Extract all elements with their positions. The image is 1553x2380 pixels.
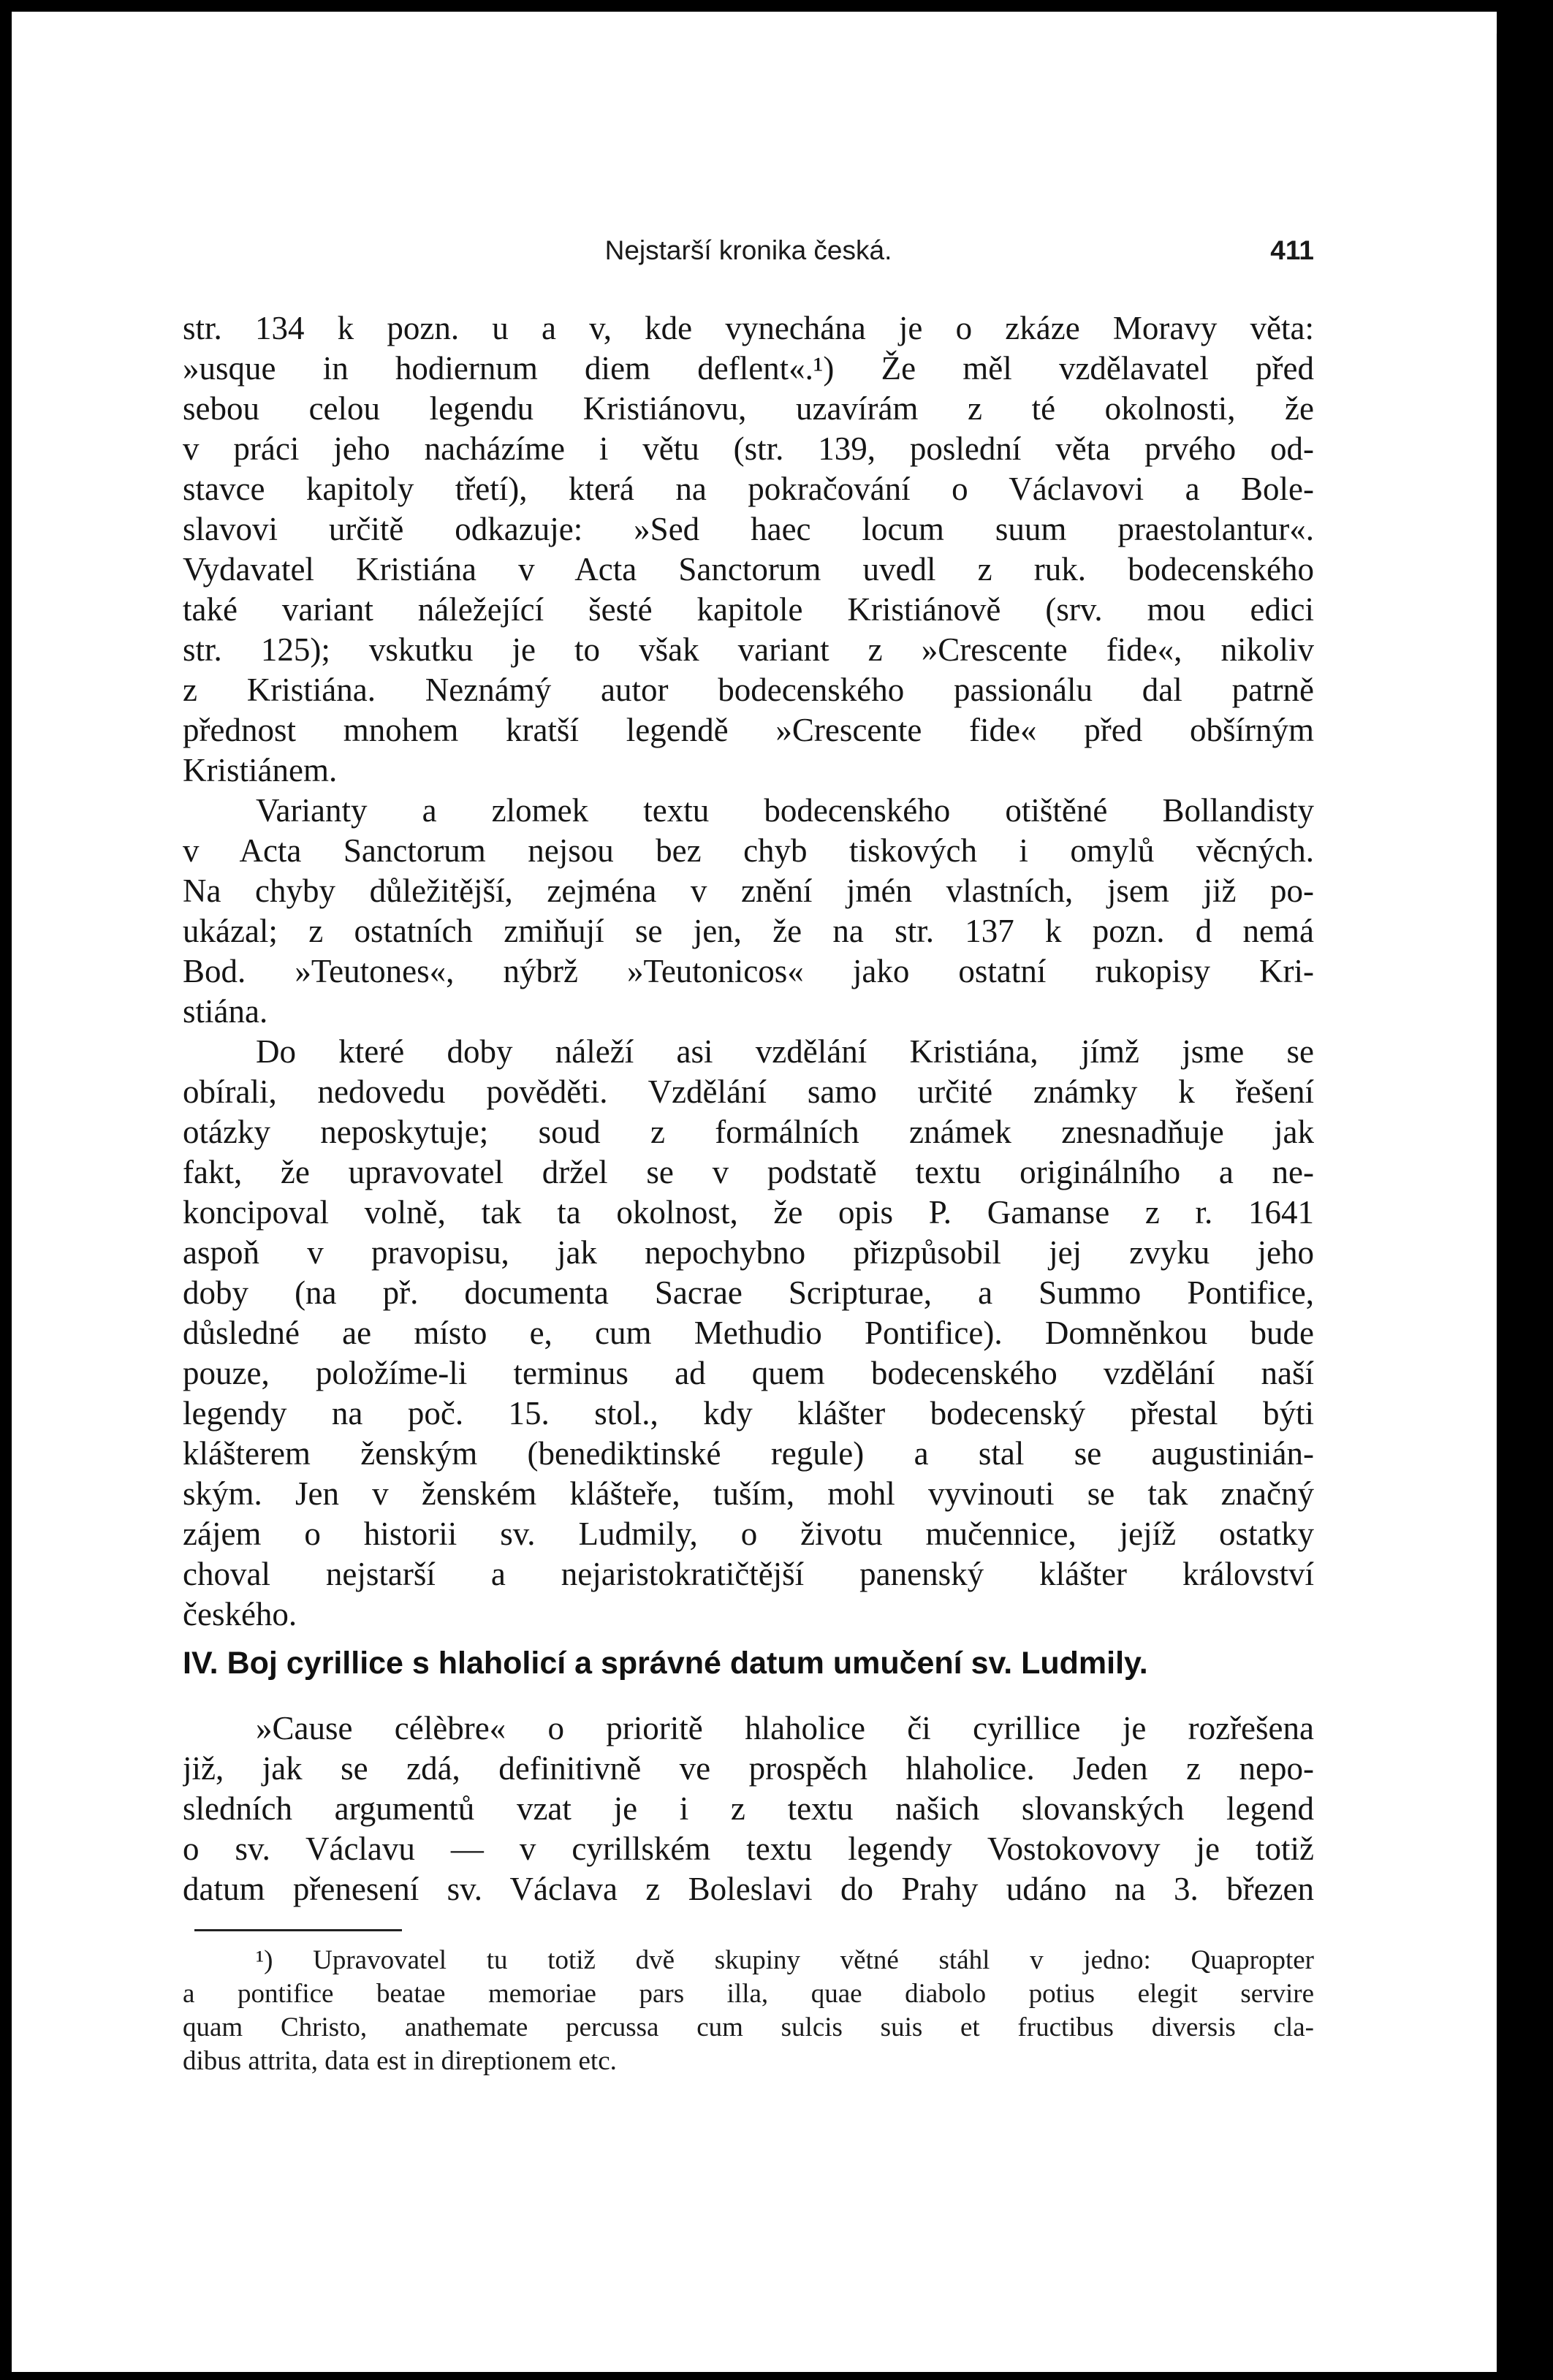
text-line: pouze, položíme-li terminus ad quem bodecenského vzdělání naší [183,1355,1314,1391]
text-line: Bod. »Teutones«, nýbrž »Teutonicos« jako ostatní rukopisy Kri- [183,953,1314,989]
text-line: Na chyby důležitější, zejména v znění jmén vlastních, jsem již po- [183,872,1314,909]
paragraph [183,308,1314,791]
text-line: sledních argumentů vzat je i z textu našich slovanských legend [183,1790,1314,1827]
text-line: str. 134 k pozn. u a v, kde vynechána je o zkáze Moravy věta: [183,310,1314,346]
text-line: aspoň v pravopisu, jak nepochybno přizpůsobil jej zvyku jeho [183,1234,1314,1271]
section-text [183,1708,1314,1909]
text-line: koncipoval volně, tak ta okolnost, že opis P. Gamanse z r. 1641 [183,1194,1314,1231]
text-line: Do které doby náleží asi vzdělání Kristiána, jímž jsme se [256,1033,1314,1070]
text-line: důsledné ae místo e, cum Methudio Pontifice). Domněnkou bude [183,1315,1314,1351]
text-line: o sv. Václavu — v cyrillském textu legendy Vostokovovy je totiž [183,1830,1314,1867]
text-line: »usque in hodiernum diem deflent«.¹) Že měl vzdělavatel před [183,350,1314,387]
text-line: otázky neposkytuje; soud z formálních známek znesnadňuje jak [183,1114,1314,1150]
text-line: slavovi určitě odkazuje: »Sed haec locum suum praestolantur«. [183,511,1314,547]
section-heading: IV. Boj cyrillice s hlaholicí a správné datum umučení sv. Ludmily. [183,1646,1148,1681]
text-line: choval nejstarší a nejaristokratičtější panenský klášter království [183,1556,1314,1592]
text-line: »Cause célèbre« o prioritě hlaholice či cyrillice je rozřešena [256,1710,1314,1746]
page-number: 411 [1270,235,1314,265]
text-line: přednost mnohem kratší legendě »Crescente fide« před obšírným [183,712,1314,748]
footnote-line: a pontifice beatae memoriae pars illa, quae diabolo potius elegit servire [183,1979,1314,2009]
footnote-line: ¹) Upravovatel tu totiž dvě skupiny větné stáhl v jedno: Quapropter [256,1945,1314,1975]
text-line: v Acta Sanctorum nejsou bez chyb tiskových i omylů věcných. [183,832,1314,869]
text-line: Varianty a zlomek textu bodecenského otištěné Bollandisty [256,792,1314,829]
text-line: také variant náležející šesté kapitole Kristiánově (srv. mou edici [183,591,1314,628]
text-line: českého. [183,1596,297,1632]
text-line: sebou celou legendu Kristiánovu, uzavírám z té okolnosti, že [183,390,1314,427]
text-line: fakt, že upravovatel držel se v podstatě textu originálního a ne- [183,1154,1314,1190]
text-line: klášterem ženským (benediktinské regule) a stal se augustinián- [183,1435,1314,1472]
footnote-line: quam Christo, anathemate percussa cum sulcis suis et fructibus diversis cla- [183,2012,1314,2042]
paragraph [183,791,1314,1032]
text-line: str. 125); vskutku je to však variant z »Crescente fide«, nikoliv [183,631,1314,668]
text-line: ským. Jen v ženském klášteře, tuším, mohl vyvinouti se tak značný [183,1475,1314,1512]
text-line: v práci jeho nacházíme i větu (str. 139, poslední věta prvého od- [183,430,1314,467]
footnote-line: dibus attrita, data est in direptionem etc. [183,2046,617,2076]
paragraph [183,1032,1314,1635]
text-line: stavce kapitoly třetí), která na pokračování o Václavovi a Bole- [183,471,1314,507]
text-line: z Kristiána. Neznámý autor bodecenského passionálu dal patrně [183,672,1314,708]
page-binding-edge [1495,34,1497,2372]
main-text [183,308,1314,1635]
page-header [183,235,1314,279]
text-line: legendy na poč. 15. stol., kdy klášter bodecenský přestal býti [183,1395,1314,1432]
text-line: již, jak se zdá, definitivně ve prospěch hlaholice. Jeden z nepo- [183,1750,1314,1787]
text-line: datum přenesení sv. Václava z Boleslavi do Prahy udáno na 3. březen [183,1871,1314,1907]
footnote [183,1944,1314,2078]
text-line: doby (na př. documenta Sacrae Scripturae, a Summo Pontifice, [183,1274,1314,1311]
running-title: Nejstarší kronika česká. [604,235,892,265]
text-line: stiána. [183,993,268,1030]
text-line: Kristiánem. [183,752,338,788]
text-line: obírali, nedovedu pověděti. Vzdělání samo určité známky k řešení [183,1073,1314,1110]
footnote-divider [194,1929,402,1931]
text-line: ukázal; z ostatních zmiňují se jen, že na str. 137 k pozn. d nemá [183,913,1314,949]
text-line: zájem o historii sv. Ludmily, o životu mučennice, jejíž ostatky [183,1516,1314,1552]
text-line: Vydavatel Kristiána v Acta Sanctorum uvedl z ruk. bodecenského [183,551,1314,588]
